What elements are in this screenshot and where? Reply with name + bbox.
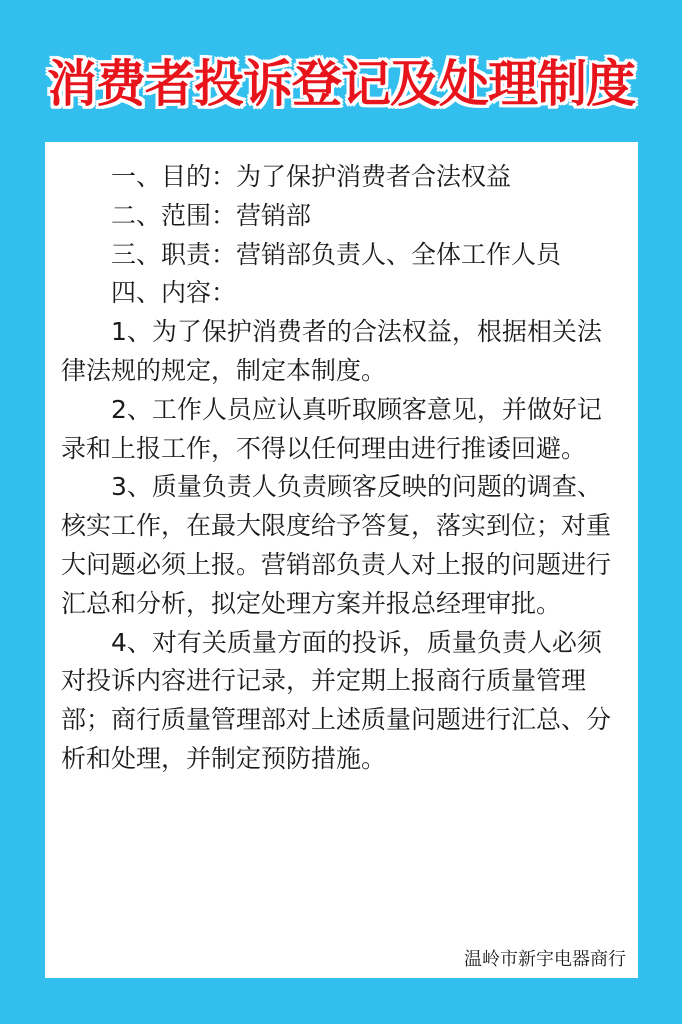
poster-title: 消费者投诉登记及处理制度 xyxy=(47,55,635,113)
company-name: 温岭市新宇电器商行 xyxy=(464,949,626,970)
paragraph-scope: 二、范围：营销部 xyxy=(111,200,312,230)
paragraph-item-4: 4、对有关质量方面的投诉，质量负责人必须对投诉内容进行记录，并定期上报商行质量管理部；商行质量管理部对上述质量问题进行汇总、分析和处理，并制定预防措施。 xyxy=(61,627,612,773)
paragraph-content-heading: 四、内容： xyxy=(111,278,237,308)
paragraph-purpose: 一、目的：为了保护消费者合法权益 xyxy=(111,162,512,191)
regulation-body xyxy=(61,158,626,779)
paragraph-item-2: 2、工作人员应认真听取顾客意见，并做好记录和上报工作，不得以任何理由进行推诿回避。 xyxy=(61,394,602,463)
paragraph-duties: 三、职责：营销部负责人、全体工作人员 xyxy=(111,239,562,269)
paragraph-item-3: 3、质量负责人负责顾客反映的问题的调查、核实工作，在最大限度给予答复，落实到位；对重大问题必须上报。营销部负责人对上报的问题进行汇总和分析，拟定处理方案并报总经理审批。 xyxy=(61,472,612,618)
paragraph-item-1: 1、为了保护消费者的合法权益，根据相关法律法规的规定，制定本制度。 xyxy=(61,317,602,385)
